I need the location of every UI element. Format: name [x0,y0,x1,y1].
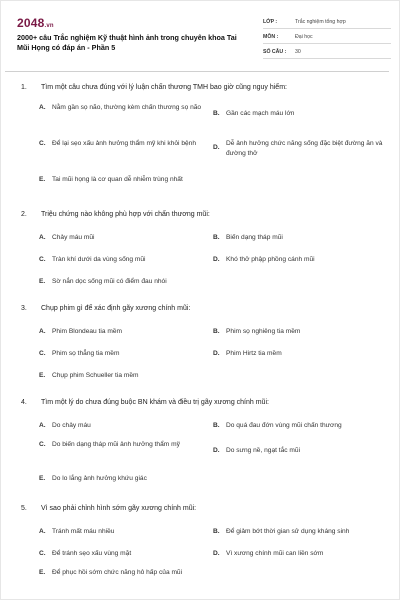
option-text: Phim sọ thẳng tia mềm [52,350,120,357]
option-e[interactable] [39,371,209,381]
option-letter: B. [213,327,220,335]
option-a[interactable] [39,103,209,113]
option-c[interactable] [39,549,209,559]
option-d[interactable] [213,139,383,159]
question-stem: Triệu chứng nào không phù hợp với chấn thương mũi: [41,211,210,218]
option-letter: C. [39,255,46,263]
option-letter: D. [213,255,220,263]
option-d[interactable] [213,349,383,359]
option-text: Khó thở phập phồng cánh mũi [226,256,315,263]
meta-key: LỚP : [263,18,278,25]
option-b[interactable] [213,421,383,431]
option-b[interactable] [213,527,383,537]
option-text: Để phục hồi sớm chức năng hô hấp của mũi [52,569,183,576]
option-text: Tránh mất máu nhiều [52,528,115,535]
option-text: Tràn khí dưới da vùng sống mũi [52,256,146,263]
option-letter: C. [39,139,46,147]
meta-key: SỐ CÂU : [263,48,287,55]
option-text: Sờ nắn dọc sống mũi có điểm đau nhói [52,278,167,285]
option-text: Phim Blondeau tia mềm [52,328,123,335]
option-d[interactable] [213,255,383,265]
question-text [21,210,391,219]
question-number: 4. [21,399,27,406]
option-text: Do quá đau đớn vùng mũi chấn thương [226,422,342,429]
option-text: Biến dạng tháp mũi [226,234,283,241]
option-text: Chảy máu mũi [52,234,95,241]
option-letter: E. [39,371,46,379]
option-letter: A. [39,421,46,429]
option-letter: A. [39,103,46,111]
option-text: Gần các mạch máu lớn [226,110,295,117]
option-e[interactable] [39,277,209,287]
meta-key: MÔN : [263,33,279,40]
option-text: Tai mũi họng là cơ quan dễ nhiễm trùng nhất [52,176,183,183]
question-text [21,304,391,313]
option-b[interactable] [213,327,383,337]
option-text: Do lo lắng ảnh hưởng khứu giác [52,475,147,482]
question-stem: Tìm một câu chưa đúng với lý luận chấn thương TMH bao giờ cũng nguy hiểm: [41,84,287,91]
question-number: 1. [21,84,27,91]
option-letter: C. [39,440,46,448]
option-text: Chụp phim Schueller tia mềm [52,372,139,379]
option-text: Do biến dạng tháp mũi ảnh hưởng thẩm mỹ [52,441,180,448]
option-letter: D. [213,144,220,152]
option-letter: B. [213,527,220,535]
option-letter: E. [39,568,46,576]
option-a[interactable] [39,327,209,337]
logo-text: 2048 [17,16,45,30]
option-text: Phim sọ nghiêng tia mềm [226,328,301,335]
option-letter: A. [39,527,46,535]
meta-value: 30 [295,48,301,55]
option-letter: C. [39,549,46,557]
question-number: 3. [21,305,27,312]
option-c[interactable] [39,349,209,359]
option-d[interactable] [213,446,383,456]
option-letter: A. [39,327,46,335]
option-text: Để giảm bớt thời gian sử dụng kháng sinh [226,528,350,535]
option-text: Để lại sẹo xấu ảnh hưởng thẩm mỹ khi khỏi bệnh [52,140,196,147]
option-c[interactable] [39,139,209,149]
site-logo[interactable] [17,15,54,31]
option-e[interactable] [39,474,209,484]
question-text [21,504,391,513]
option-b[interactable] [213,233,383,243]
option-letter: E. [39,175,46,183]
option-d[interactable] [213,549,383,559]
document-title: 2000+ câu Trắc nghiệm Kỹ thuật hình ảnh trong chuyên khoa Tai Mũi Họng có đáp án - Phần 5 [17,33,237,53]
question-text [21,83,391,92]
option-e[interactable] [39,568,209,578]
option-text: Do sưng nề, ngạt tắc mũi [226,447,301,454]
option-letter: D. [213,349,220,357]
option-letter: B. [213,109,220,117]
option-a[interactable] [39,527,209,537]
option-letter: B. [213,233,220,241]
question-stem: Vì sao phải chỉnh hình sớm gãy xương chính mũi: [41,505,197,512]
meta-row-subject [263,29,391,44]
meta-row-class [263,14,391,29]
option-text: Để tránh sẹo xấu vùng mặt [52,550,132,557]
logo-tld: .vn [44,23,54,29]
option-c[interactable] [39,440,209,450]
question-number: 5. [21,505,27,512]
option-e[interactable] [39,175,209,185]
option-letter: E. [39,277,46,285]
document-header [13,11,389,69]
option-text: Do chảy máu [52,422,91,429]
header-divider [5,71,389,72]
meta-value: Đại học [295,33,313,40]
option-letter: D. [213,446,220,454]
meta-row-count [263,44,391,59]
option-letter: B. [213,421,220,429]
option-letter: E. [39,474,46,482]
option-a[interactable] [39,421,209,431]
option-text: Phim Hirtz tia mềm [226,350,282,357]
option-letter: C. [39,349,46,357]
option-letter: D. [213,549,220,557]
option-letter: A. [39,233,46,241]
option-text: Dễ ảnh hưởng chức năng sống đặc biệt đường ăn và đường thở [226,140,383,157]
option-c[interactable] [39,255,209,265]
option-b[interactable] [213,109,383,119]
question-number: 2. [21,211,27,218]
option-text: Nằm gần sọ não, thường kèm chấn thương sọ não [52,104,202,111]
meta-table [263,14,391,59]
question-text [21,398,391,407]
option-text: Vì xương chính mũi can liền sớm [226,550,324,557]
question-stem: Chụp phim gì để xác định gãy xương chính mũi: [41,305,191,312]
question-stem: Tìm một lý do chưa đúng buộc BN khám và điều trị gãy xương chính mũi: [41,399,269,406]
option-a[interactable] [39,233,209,243]
meta-value: Trắc nghiệm tổng hợp [295,18,346,25]
